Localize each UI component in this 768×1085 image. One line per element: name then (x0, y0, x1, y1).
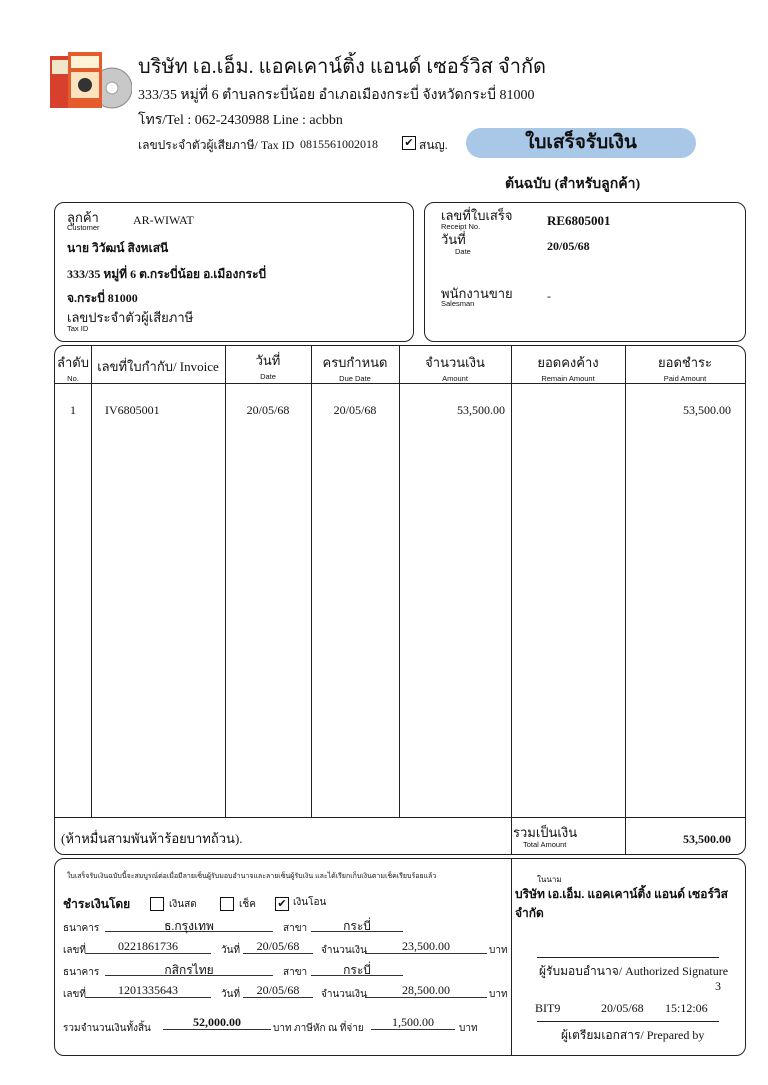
head-office-checkbox: ✔ (402, 136, 416, 150)
on-behalf-label: ในนาม (537, 875, 562, 884)
transfer-amount: 28,500.00 (365, 983, 487, 998)
customer-tax-label-en: Tax ID (67, 324, 89, 333)
payment-divider (511, 859, 512, 1055)
col-header-amount: จำนวนเงิน Amount (425, 355, 485, 383)
bank-label: ธนาคาร (63, 923, 100, 934)
customer-box (54, 202, 414, 342)
row-paid: 53,500.00 (683, 403, 731, 417)
branch-name: กระบี่ (311, 961, 403, 976)
col-header-invoice: เลขที่ใบกำกับ/ Invoice (97, 359, 219, 374)
receipt-date: 20/05/68 (547, 239, 590, 253)
col-divider (511, 346, 512, 854)
col-header-date: วันที่ Date (255, 353, 281, 381)
no-label: เลขที่ (63, 989, 86, 1000)
receipt-date-label-en: Date (455, 247, 471, 256)
transfer-checkbox: ✔ (275, 897, 289, 911)
customer-label-en: Customer (67, 223, 100, 232)
transfer-date: 20/05/68 (243, 983, 313, 998)
branch-name: กระบี่ (311, 917, 403, 932)
receipt-note: ใบเสร็จรับเงินฉบับนี้จะสมบูรณ์ต่อเมื่อมีลายเซ็นผู้รับมอบอำนาจและลายเซ็นผู้รับเงิน และได้เรียกเก็บเงินตามเช็คเรียบร้อยแล้ว (67, 873, 437, 880)
pay-total-label: รวมจำนวนเงินทั้งสิ้น (63, 1023, 151, 1034)
head-office-label: สนญ. (419, 138, 448, 152)
printed-date: 20/05/68 (601, 1001, 644, 1015)
branch-label: สาขา (283, 923, 308, 934)
customer-address-line1: 333/35 หมู่ที่ 6 ต.กระบี่น้อย อ.เมืองกระบี่ (67, 267, 267, 281)
transfer-amount: 23,500.00 (365, 939, 487, 954)
row-no: 1 (70, 403, 76, 417)
date-label: วันที่ (221, 945, 241, 956)
wht-amount: 1,500.00 (371, 1015, 455, 1030)
customer-code: AR-WIWAT (133, 213, 194, 227)
transfer-label: เงินโอน (293, 897, 327, 908)
amount-in-words: (ห้าหมื่นสามพันห้าร้อยบาทถ้วน). (61, 831, 243, 846)
customer-name: นาย วิวัฒน์ สิงหเสนี (67, 241, 169, 255)
company-logo (46, 48, 132, 118)
document-title: ใบเสร็จรับเงิน (466, 128, 696, 158)
row-date: 20/05/68 (246, 403, 290, 417)
transfer-no: 0221861736 (85, 939, 211, 954)
total-divider (55, 817, 745, 818)
baht-label: บาท (489, 945, 508, 956)
salesman: - (547, 289, 551, 303)
transfer-no: 1201335643 (85, 983, 211, 998)
row-amount: 53,500.00 (457, 403, 505, 417)
cheque-checkbox (220, 897, 234, 911)
row-due-date: 20/05/68 (333, 403, 377, 417)
bank-name: กสิกรไทย (105, 961, 273, 976)
date-label: วันที่ (221, 989, 241, 1000)
row-invoice: IV6805001 (105, 403, 160, 417)
page-number: 3 (715, 979, 721, 993)
col-divider (91, 346, 92, 817)
signature-company: บริษัท เอ.เอ็ม. แอคเคาน์ติ้ง แอนด์ เซอร์วิส จำกัด (515, 887, 728, 920)
baht-label: บาท (459, 1023, 478, 1034)
document-code: BIT9 (535, 1001, 561, 1015)
cash-checkbox (150, 897, 164, 911)
total-label: รวมเป็นเงิน (513, 825, 578, 840)
col-header-paid: ยอดชำระ Paid Amount (658, 355, 712, 383)
no-label: เลขที่ (63, 945, 86, 956)
bank-name: ธ.กรุงเทพ (105, 917, 273, 932)
col-header-due-date: ครบกำหนด Due Date (322, 355, 388, 383)
receipt-no: RE6805001 (547, 213, 611, 228)
col-divider (625, 346, 626, 854)
prepared-line (537, 1021, 719, 1022)
header-divider (55, 383, 745, 384)
branch-label: สาขา (283, 967, 308, 978)
salesman-label: พนักงานขาย (441, 286, 513, 301)
col-header-no: ลำดับ No. (57, 355, 89, 383)
company-tax-id: 0815561002018 (300, 137, 378, 151)
total-label-en: Total Amount (523, 840, 567, 849)
receipt-no-label-en: Receipt No. (441, 222, 481, 231)
transfer-date: 20/05/68 (243, 939, 313, 954)
company-tax-label: เลขประจำตัวผู้เสียภาษี/ Tax ID (138, 138, 295, 152)
wht-label: บาท ภาษีหัก ณ ที่จ่าย (273, 1023, 364, 1034)
company-address: 333/35 หมู่ที่ 6 ตำบลกระบี่น้อย อำเภอเมืองกระบี่ จังหวัดกระบี่ 81000 (138, 88, 535, 103)
total-amount: 53,500.00 (683, 832, 731, 846)
cheque-label: เช็ค (239, 899, 256, 910)
pay-by-label: ชำระเงินโดย (63, 897, 131, 911)
payment-box (54, 858, 746, 1056)
customer-label: ลูกค้า (67, 210, 99, 225)
signature-line (537, 957, 719, 958)
items-table (54, 345, 746, 855)
bank-label: ธนาคาร (63, 967, 100, 978)
salesman-label-en: Salesman (441, 299, 475, 308)
pay-total: 52,000.00 (163, 1015, 271, 1030)
amount-label: จำนวนเงิน (321, 945, 367, 956)
amount-label: จำนวนเงิน (321, 989, 367, 1000)
receipt-info-box (424, 202, 746, 342)
receipt-no-label: เลขที่ใบเสร็จ (441, 208, 513, 223)
customer-address-line2: จ.กระบี่ 81000 (67, 291, 138, 305)
authorized-signature-label: ผู้รับมอบอำนาจ/ Authorized Signature (539, 964, 729, 978)
company-contact: โทร/Tel : 062-2430988 Line : acbbn (138, 113, 343, 128)
customer-tax-label: เลขประจำตัวผู้เสียภาษี (67, 310, 194, 325)
receipt-date-label: วันที่ (441, 232, 466, 247)
copy-label: ต้นฉบับ (สำหรับลูกค้า) (505, 177, 641, 192)
col-header-remain: ยอดคงค้าง Remain Amount (537, 355, 599, 383)
prepared-by-label: ผู้เตรียมเอกสาร/ Prepared by (561, 1028, 705, 1042)
printed-time: 15:12:06 (665, 1001, 708, 1015)
cash-label: เงินสด (169, 899, 197, 910)
baht-label: บาท (489, 989, 508, 1000)
company-name: บริษัท เอ.เอ็ม. แอคเคาน์ติ้ง แอนด์ เซอร์วิส จำกัด (138, 56, 547, 78)
